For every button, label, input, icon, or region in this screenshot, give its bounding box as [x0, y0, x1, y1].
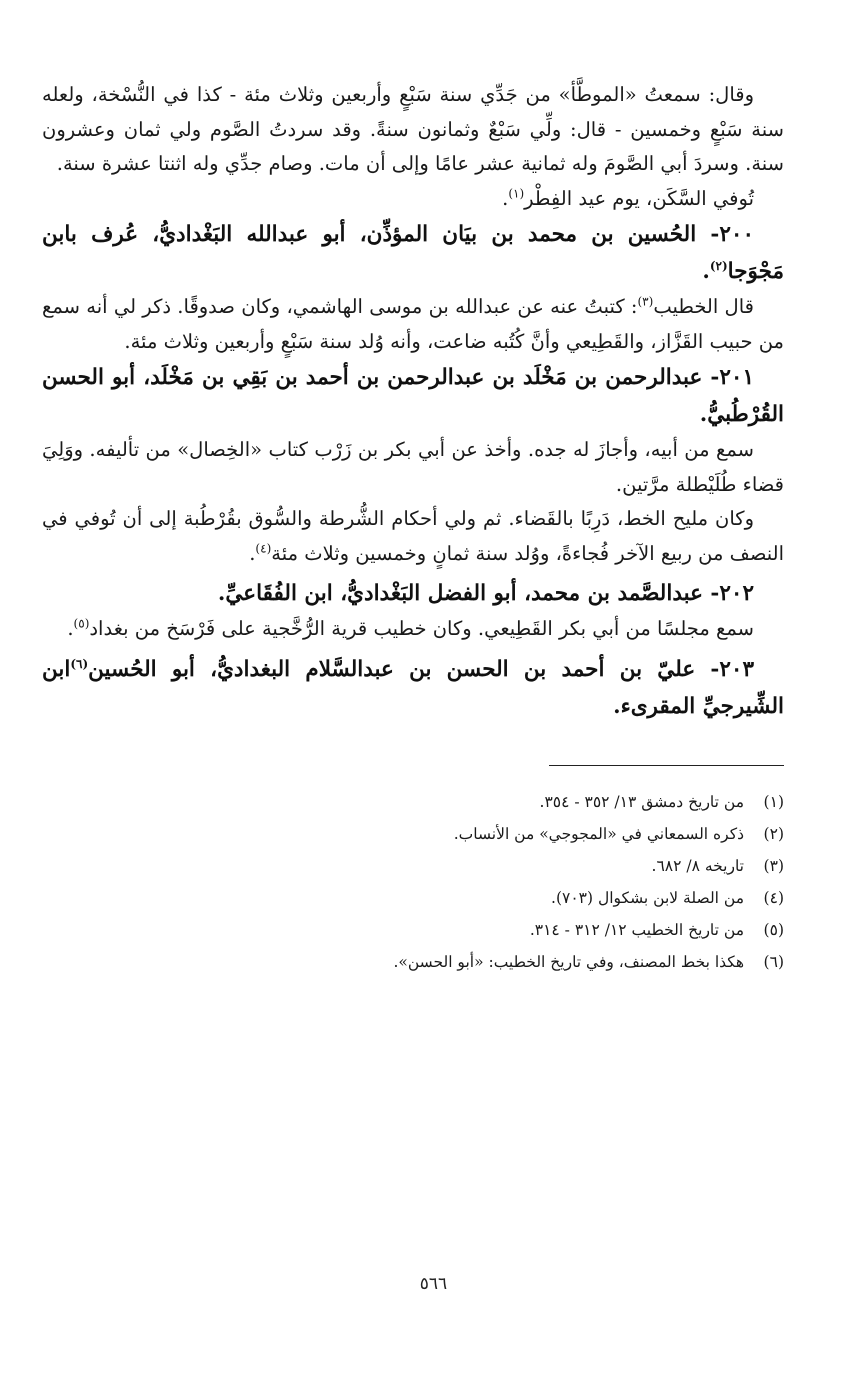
entry-heading-203: ٢٠٣- عليّ بن أحمد بن الحسن بن عبدالسَّلام البغداديُّ، أبو الحُسين$^{(٦)}$ابن الشِّيرجيِّ المقرىء. — [42, 656, 784, 719]
footnote-ref[interactable]: (٢) — [709, 258, 728, 273]
entry-paragraph: سمع مجلسًا من أبي بكر القَطِيعي. وكان خطيب قرية الرُّخَّجية على فَرْسَخ من بغداد$^{(٥)}$. — [67, 616, 754, 640]
footnote-ref[interactable]: (٦) — [70, 656, 89, 671]
book-page — [42, 78, 784, 1338]
intro-paragraph — [42, 78, 784, 182]
entry-paragraph: سمع من أبيه، وأجازَ له جده. وأخذ عن أبي بكر بن زَرْب كتاب «الخِصال» من تأليفه. ووَلِيَ قضاء طُلَيْطلة مرَّتين. — [42, 438, 784, 496]
footnote-ref[interactable]: (١) — [508, 186, 525, 200]
footnote-ref[interactable]: (٣) — [637, 294, 654, 309]
footnote-divider — [549, 765, 784, 766]
footnote-item: (٦) هكذا بخط المصنف، وفي تاريخ الخطيب: «أبو الحسن». — [393, 952, 784, 971]
footnote-ref[interactable]: (٥) — [73, 616, 90, 631]
entry-paragraph: قال الخطيب$^{(٣)}$: كتبتُ عنه عن عبدالله بن موسى الهاشمي، وكان صدوقًا. ذكر لي أنه سمع من حبيب القَزَّاز، والقَطِيعي وأنَّ كُتُبه ضاعت، وأنه وُلد سنة سَبْعٍ وأربعين وثلاث مئة. — [42, 294, 784, 353]
footnote-item: (١) من تاريخ دمشق ١٣/ ٣٥٢ - ٣٥٤. — [539, 792, 784, 811]
footnotes — [42, 786, 784, 978]
intro-text: وقال: سمعتُ «الموطَّأ» من جَدِّي سنة سَبْعٍ وأربعين وثلاث مئة - كذا في النُّسْخة، ولعله سنة سَبْعٍ وخمسين - قال: ولِّي سَبْعٌ وثمانون سنةً. وقد سردتُ الصَّوم ولي ثمان وعشرون سنة. وسردَ أبي الصَّومَ وله ثمانية عشر عامًا وإلى أن مات. وصام جدِّي وله اثنتا عشرة سنة. — [42, 83, 784, 175]
intro-death-text: تُوفي السَّكَن، يوم عيد الفِطْر — [524, 186, 754, 210]
intro-death-paragraph: تُوفي السَّكَن، يوم عيد الفِطْر$^{(١)}$. — [502, 186, 754, 210]
footnote-item: (٥) من تاريخ الخطيب ١٢/ ٣١٢ - ٣١٤. — [529, 920, 784, 939]
entry-heading-201: ٢٠١- عبدالرحمن بن مَخْلَد بن عبدالرحمن بن أحمد بن بَقِي بن مَخْلَد، أبو الحسن القُرْطُبيُّ. — [42, 365, 784, 427]
footnote-item: (٢) ذكره السمعاني في «المجوجي» من الأنساب. — [453, 824, 784, 843]
main-text — [42, 78, 784, 725]
footnote-ref[interactable]: (٤) — [255, 541, 272, 555]
entry-heading-202: ٢٠٢- عبدالصَّمد بن محمد، أبو الفضل البَغْداديُّ، ابن الفُقَاعيِّ. — [217, 581, 754, 606]
page-number: ٥٦٦ — [419, 1274, 448, 1294]
entry-paragraph: وكان مليح الخط، دَرِبًا بالقَضاء. ثم ولي أحكام الشُّرطة والسُّوق بقُرْطُبة إلى أن تُوفي في النصف من ربيع الآخر فُجاءةً، ووُلد سنة ثمانٍ وخمسين وثلاث مئة$^{(٤)}$. — [42, 507, 784, 565]
footnote-item: (٤) من الصلة لابن بشكوال (٧٠٣). — [551, 888, 784, 907]
entry-heading-200: ٢٠٠- الحُسين بن محمد بن بيَان المؤذِّن، أبو عبدالله البَغْداديُّ، عُرف بابن مَجْوَجا$^{(٢)}$. — [42, 222, 784, 284]
footnote-item: (٣) تاريخه ٨/ ٦٨٢. — [651, 856, 784, 875]
